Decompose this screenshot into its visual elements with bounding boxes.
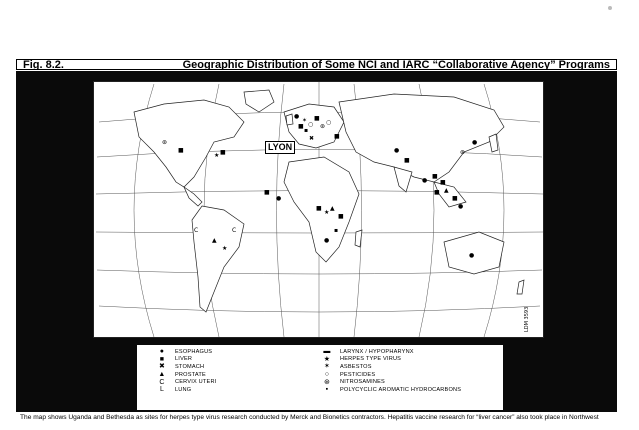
legend-label: HERPES TYPE VIRUS <box>340 356 402 363</box>
site-marker: ● <box>422 177 428 184</box>
scan-speck <box>608 6 612 10</box>
north-america <box>134 100 244 187</box>
map-credit: LDM 3593 <box>524 306 530 332</box>
legend-left-column <box>157 348 216 394</box>
x-cross-icon: ✖ <box>158 363 166 371</box>
british-isles <box>286 114 293 125</box>
site-marker: ★ <box>214 152 220 159</box>
lyon-label: LYON <box>265 141 295 154</box>
site-marker: ■ <box>316 205 322 212</box>
legend-item-larynx <box>322 348 461 356</box>
legend-item-esophagus <box>157 348 216 356</box>
site-marker: ● <box>469 252 475 259</box>
legend-item-lung <box>157 386 216 394</box>
ring-icon: ○ <box>324 371 330 379</box>
south-america <box>192 206 244 312</box>
site-marker: C <box>194 227 199 234</box>
site-marker: ○ <box>326 119 332 126</box>
legend-label: PROSTATE <box>175 371 206 378</box>
japan <box>489 134 498 152</box>
site-marker: ★ <box>324 209 330 216</box>
world-map-svg <box>94 82 544 338</box>
hatched-rect-icon: ▬ <box>323 348 331 356</box>
figure-caption: The map shows Uganda and Bethesda as sites for herpes type virus research conducted by Merck and Bionetics contractors. Hepatitis vaccine research for “liver cancer” also took place in Northwest <box>16 414 617 430</box>
site-marker: ■ <box>314 115 320 122</box>
legend-label: PESTICIDES <box>340 371 376 378</box>
site-marker: ● <box>394 147 400 154</box>
site-marker: ■ <box>404 157 410 164</box>
legend-item-stomach <box>157 363 216 371</box>
site-marker: ▲ <box>212 237 217 244</box>
legend-item-herpes <box>322 356 461 364</box>
site-marker: ⊛ <box>460 149 466 156</box>
site-marker: ⊛ <box>320 123 326 130</box>
star-icon: ★ <box>323 355 331 363</box>
legend-label: CERVIX UTERI <box>175 379 217 386</box>
legend <box>137 345 503 410</box>
site-marker: ■ <box>334 133 340 140</box>
site-marker: ● <box>472 139 478 146</box>
site-marker: ○ <box>308 121 314 128</box>
site-marker: ■ <box>220 149 226 156</box>
site-marker: ▲ <box>330 205 335 212</box>
site-marker: ▲ <box>444 187 449 194</box>
site-marker: ● <box>294 113 300 120</box>
central-america <box>184 187 202 206</box>
site-marker: ▪ <box>334 227 339 234</box>
site-marker: ● <box>324 237 330 244</box>
legend-label: LIVER <box>175 356 193 363</box>
site-marker: ■ <box>178 147 184 154</box>
legend-item-liver <box>157 356 216 364</box>
legend-label: LARYNX / HYPOPHARYNX <box>340 348 414 355</box>
triangle-icon: ▲ <box>158 371 166 379</box>
legend-label: NITROSAMINES <box>340 379 385 386</box>
site-marker: ■ <box>440 179 446 186</box>
legend-label: POLYCYCLIC AROMATIC HYDROCARBONS <box>340 386 462 393</box>
site-marker: ■ <box>434 189 440 196</box>
letter-c-icon: C <box>159 378 165 386</box>
legend-item-nitrosamines <box>322 378 461 386</box>
letter-l-icon: L <box>159 386 165 394</box>
small-square-icon: ▪ <box>325 386 329 394</box>
legend-item-prostate <box>157 371 216 379</box>
asterisk-star-icon: ✶ <box>323 363 331 371</box>
world-map <box>93 81 544 338</box>
filled-square-icon: ■ <box>159 355 165 363</box>
legend-item-pesticides <box>322 371 461 379</box>
circled-asterisk-icon: ⊛ <box>323 378 331 386</box>
site-marker: ■ <box>432 173 438 180</box>
legend-label: ESOPHAGUS <box>175 348 213 355</box>
greenland <box>244 90 274 112</box>
asia <box>339 94 504 182</box>
legend-item-asbestos <box>322 363 461 371</box>
legend-label: STOMACH <box>175 363 205 370</box>
legend-item-cervix-uteri <box>157 378 216 386</box>
site-marker: ▪ <box>304 127 309 134</box>
legend-right-column <box>322 348 461 394</box>
figure-title: Geographic Distribution of Some NCI and IARC “Collaborative Agency” Programs <box>182 59 610 70</box>
new-zealand <box>517 280 524 294</box>
site-marker: ★ <box>222 245 228 252</box>
figure-number: Fig. 8.2. <box>23 59 64 70</box>
site-marker: ■ <box>264 189 270 196</box>
legend-item-pah <box>322 386 461 394</box>
site-marker: ● <box>276 195 282 202</box>
site-marker: ✖ <box>309 135 315 142</box>
site-marker: ● <box>458 203 464 210</box>
site-marker: ■ <box>338 213 344 220</box>
filled-circle-icon: ● <box>159 348 165 356</box>
site-marker: ⊛ <box>162 139 168 146</box>
legend-label: LUNG <box>175 386 192 393</box>
site-marker: ■ <box>452 195 458 202</box>
site-marker: ✶ <box>302 117 308 124</box>
figure-title-bar <box>16 59 617 70</box>
legend-label: ASBESTOS <box>340 363 372 370</box>
site-marker: C <box>232 227 237 234</box>
site-marker: ■ <box>298 123 304 130</box>
